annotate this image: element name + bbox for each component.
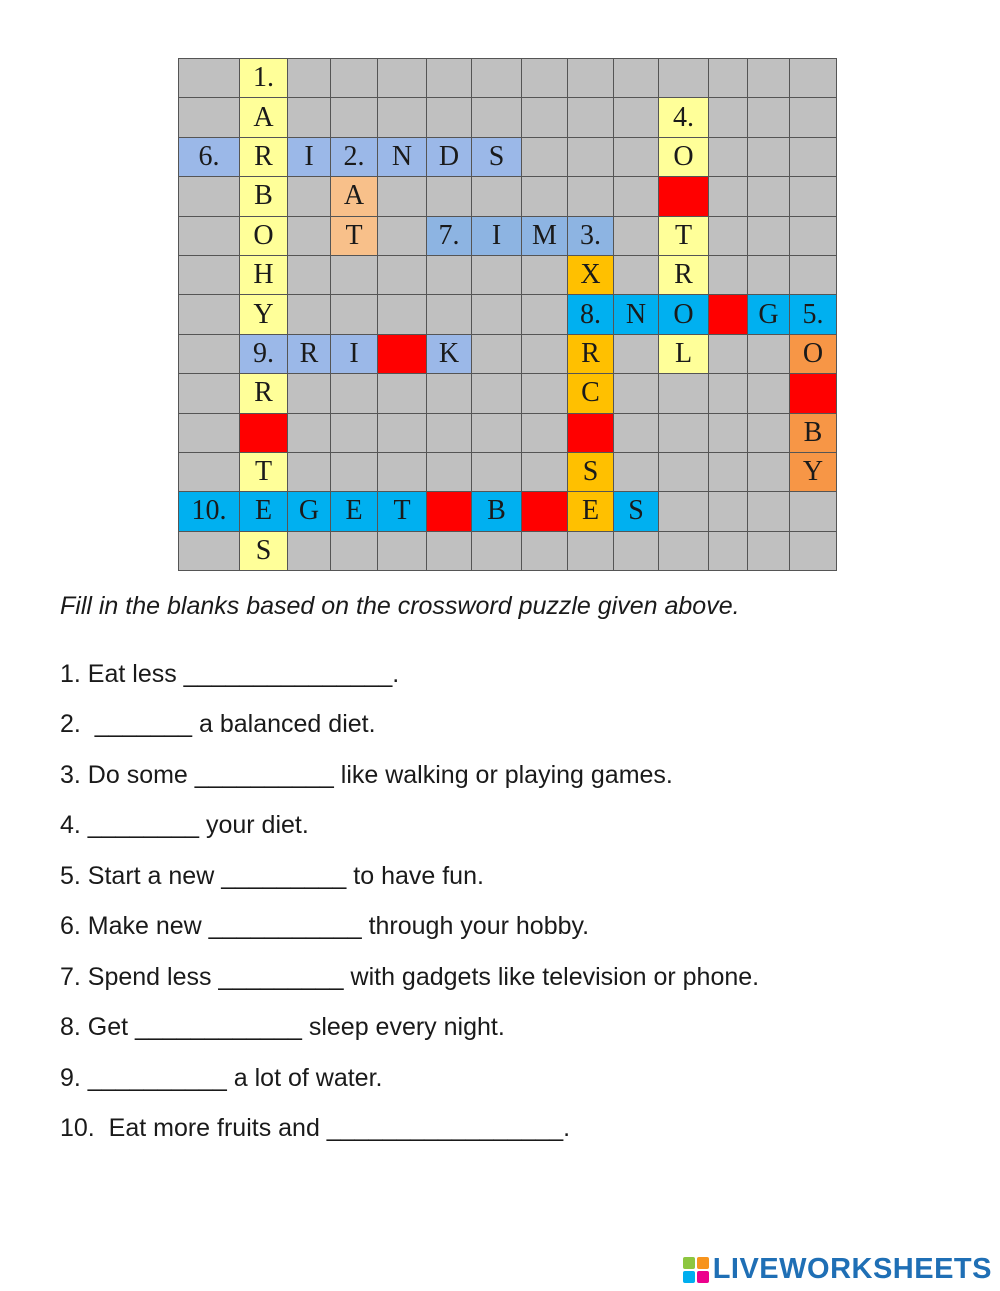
grid-cell <box>472 414 521 452</box>
grid-cell: S <box>472 138 521 176</box>
grid-cell <box>472 374 521 412</box>
grid-cell <box>748 492 789 530</box>
grid-cell <box>709 59 747 97</box>
grid-cell: T <box>378 492 426 530</box>
grid-cell <box>331 374 377 412</box>
grid-cell: R <box>240 374 287 412</box>
grid-cell <box>472 59 521 97</box>
grid-cell <box>179 374 239 412</box>
logo-text: LIVEWORKSHEETS <box>712 1253 992 1285</box>
grid-cell <box>427 98 471 136</box>
grid-cell <box>288 256 330 294</box>
grid-cell <box>709 374 747 412</box>
grid-cell <box>288 98 330 136</box>
grid-cell: Y <box>790 453 836 491</box>
grid-cell <box>709 256 747 294</box>
grid-cell <box>427 295 471 333</box>
grid-cell <box>472 98 521 136</box>
grid-cell <box>331 453 377 491</box>
grid-cell: C <box>568 374 613 412</box>
grid-cell <box>378 335 426 373</box>
grid-cell <box>709 217 747 255</box>
grid-cell <box>614 374 658 412</box>
grid-cell <box>427 59 471 97</box>
grid-cell <box>331 532 377 570</box>
grid-cell <box>748 138 789 176</box>
question-6: 6. Make new ___________ through your hobby. <box>60 912 590 940</box>
grid-cell <box>748 177 789 215</box>
grid-cell: O <box>240 217 287 255</box>
grid-cell <box>179 414 239 452</box>
grid-cell <box>288 177 330 215</box>
grid-cell <box>748 59 789 97</box>
grid-cell <box>709 492 747 530</box>
grid-cell: 1. <box>240 59 287 97</box>
grid-cell <box>790 532 836 570</box>
grid-cell: T <box>240 453 287 491</box>
grid-cell <box>659 532 708 570</box>
grid-cell <box>614 217 658 255</box>
grid-cell <box>331 98 377 136</box>
grid-cell <box>748 217 789 255</box>
grid-cell <box>472 256 521 294</box>
grid-cell: I <box>288 138 330 176</box>
grid-cell: R <box>240 138 287 176</box>
grid-cell: O <box>790 335 836 373</box>
grid-cell <box>472 295 521 333</box>
grid-cell <box>614 414 658 452</box>
grid-cell: R <box>659 256 708 294</box>
liveworksheets-logo-icon <box>683 1257 709 1283</box>
grid-cell <box>614 335 658 373</box>
grid-cell <box>179 295 239 333</box>
grid-cell <box>179 532 239 570</box>
grid-cell <box>790 59 836 97</box>
grid-cell <box>288 453 330 491</box>
grid-cell <box>472 532 521 570</box>
grid-cell <box>179 256 239 294</box>
liveworksheets-logo[interactable] <box>683 1253 992 1286</box>
grid-cell: 2. <box>331 138 377 176</box>
grid-cell: A <box>331 177 377 215</box>
grid-cell: 8. <box>568 295 613 333</box>
grid-cell <box>522 453 567 491</box>
grid-cell <box>659 59 708 97</box>
grid-cell <box>472 453 521 491</box>
grid-cell <box>331 59 377 97</box>
grid-cell <box>614 256 658 294</box>
grid-cell <box>179 335 239 373</box>
grid-cell <box>240 414 287 452</box>
logo-square-blue <box>683 1271 695 1283</box>
grid-cell <box>568 532 613 570</box>
grid-cell <box>568 414 613 452</box>
grid-cell <box>378 374 426 412</box>
question-7: 7. Spend less _________ with gadgets like television or phone. <box>60 963 760 991</box>
grid-cell <box>709 414 747 452</box>
grid-cell <box>659 374 708 412</box>
grid-cell <box>378 98 426 136</box>
grid-cell <box>748 532 789 570</box>
grid-cell <box>522 414 567 452</box>
grid-cell <box>790 177 836 215</box>
grid-cell <box>790 217 836 255</box>
grid-cell <box>614 98 658 136</box>
grid-cell <box>790 256 836 294</box>
instructions-text: Fill in the blanks based on the crossword puzzle given above. <box>60 592 740 620</box>
grid-cell: I <box>472 217 521 255</box>
grid-cell: 6. <box>179 138 239 176</box>
grid-cell <box>790 374 836 412</box>
grid-cell <box>522 177 567 215</box>
grid-cell <box>748 256 789 294</box>
crossword-grid <box>178 58 837 571</box>
grid-cell: O <box>659 295 708 333</box>
grid-cell <box>790 492 836 530</box>
grid-cell <box>522 374 567 412</box>
grid-cell <box>614 59 658 97</box>
grid-cell <box>179 217 239 255</box>
grid-cell <box>614 138 658 176</box>
grid-cell: B <box>240 177 287 215</box>
grid-cell <box>378 177 426 215</box>
grid-cell: Y <box>240 295 287 333</box>
grid-cell <box>522 335 567 373</box>
grid-cell <box>614 177 658 215</box>
logo-square-orange <box>697 1257 709 1269</box>
grid-cell <box>568 177 613 215</box>
grid-cell <box>709 98 747 136</box>
grid-cell <box>614 532 658 570</box>
question-3: 3. Do some __________ like walking or playing games. <box>60 761 673 789</box>
grid-cell: G <box>748 295 789 333</box>
grid-cell <box>659 492 708 530</box>
grid-cell <box>378 217 426 255</box>
grid-cell: T <box>659 217 708 255</box>
grid-cell <box>568 59 613 97</box>
grid-cell: 3. <box>568 217 613 255</box>
grid-cell: R <box>288 335 330 373</box>
grid-cell <box>709 335 747 373</box>
grid-cell <box>427 492 471 530</box>
grid-cell <box>288 217 330 255</box>
grid-cell <box>659 414 708 452</box>
grid-cell: D <box>427 138 471 176</box>
grid-cell: T <box>331 217 377 255</box>
grid-cell <box>378 414 426 452</box>
grid-cell: B <box>790 414 836 452</box>
question-5: 5. Start a new _________ to have fun. <box>60 862 484 890</box>
grid-cell <box>568 98 613 136</box>
question-9: 9. __________ a lot of water. <box>60 1064 383 1092</box>
grid-cell: S <box>568 453 613 491</box>
grid-cell: E <box>331 492 377 530</box>
grid-cell: S <box>240 532 287 570</box>
grid-cell <box>790 138 836 176</box>
grid-cell: 5. <box>790 295 836 333</box>
grid-cell <box>472 177 521 215</box>
grid-cell: 10. <box>179 492 239 530</box>
grid-cell <box>427 414 471 452</box>
grid-cell <box>378 256 426 294</box>
grid-cell <box>288 414 330 452</box>
grid-cell <box>427 453 471 491</box>
grid-cell <box>709 532 747 570</box>
grid-cell: H <box>240 256 287 294</box>
grid-cell <box>288 532 330 570</box>
grid-cell <box>522 59 567 97</box>
grid-cell: E <box>240 492 287 530</box>
grid-cell <box>522 138 567 176</box>
grid-cell <box>709 177 747 215</box>
grid-cell <box>522 295 567 333</box>
grid-cell: G <box>288 492 330 530</box>
grid-cell <box>748 98 789 136</box>
grid-cell <box>331 295 377 333</box>
grid-cell <box>659 453 708 491</box>
grid-cell <box>522 256 567 294</box>
grid-cell <box>378 59 426 97</box>
grid-cell: B <box>472 492 521 530</box>
grid-cell: S <box>614 492 658 530</box>
grid-cell: X <box>568 256 613 294</box>
grid-cell: 7. <box>427 217 471 255</box>
grid-cell: R <box>568 335 613 373</box>
grid-cell <box>748 453 789 491</box>
question-1: 1. Eat less _______________. <box>60 660 400 688</box>
grid-cell: M <box>522 217 567 255</box>
grid-cell <box>522 492 567 530</box>
grid-cell: E <box>568 492 613 530</box>
grid-cell <box>331 414 377 452</box>
grid-cell <box>179 59 239 97</box>
grid-cell <box>709 138 747 176</box>
grid-cell: 9. <box>240 335 287 373</box>
grid-cell <box>378 295 426 333</box>
grid-cell <box>427 177 471 215</box>
logo-square-pink <box>697 1271 709 1283</box>
grid-cell: N <box>614 295 658 333</box>
grid-cell: K <box>427 335 471 373</box>
question-10: 10. Eat more fruits and _________________. <box>60 1114 571 1142</box>
grid-cell <box>378 453 426 491</box>
grid-cell <box>472 335 521 373</box>
grid-cell <box>179 177 239 215</box>
grid-cell <box>179 453 239 491</box>
grid-cell: L <box>659 335 708 373</box>
grid-cell <box>288 374 330 412</box>
grid-cell <box>179 98 239 136</box>
grid-cell <box>748 374 789 412</box>
grid-cell <box>288 295 330 333</box>
grid-cell <box>614 453 658 491</box>
grid-cell <box>659 177 708 215</box>
grid-cell <box>709 453 747 491</box>
grid-cell <box>790 98 836 136</box>
grid-cell <box>568 138 613 176</box>
question-2: 2. _______ a balanced diet. <box>60 710 376 738</box>
grid-cell <box>288 59 330 97</box>
grid-cell <box>748 414 789 452</box>
question-8: 8. Get ____________ sleep every night. <box>60 1013 505 1041</box>
grid-cell: I <box>331 335 377 373</box>
grid-cell: 4. <box>659 98 708 136</box>
question-4: 4. ________ your diet. <box>60 811 309 839</box>
grid-cell: O <box>659 138 708 176</box>
grid-cell <box>427 374 471 412</box>
logo-square-green <box>683 1257 695 1269</box>
grid-cell <box>427 256 471 294</box>
grid-cell <box>427 532 471 570</box>
grid-cell: A <box>240 98 287 136</box>
grid-cell: N <box>378 138 426 176</box>
grid-cell <box>331 256 377 294</box>
grid-cell <box>378 532 426 570</box>
grid-cell <box>709 295 747 333</box>
grid-cell <box>748 335 789 373</box>
grid-cell <box>522 532 567 570</box>
grid-cell <box>522 98 567 136</box>
